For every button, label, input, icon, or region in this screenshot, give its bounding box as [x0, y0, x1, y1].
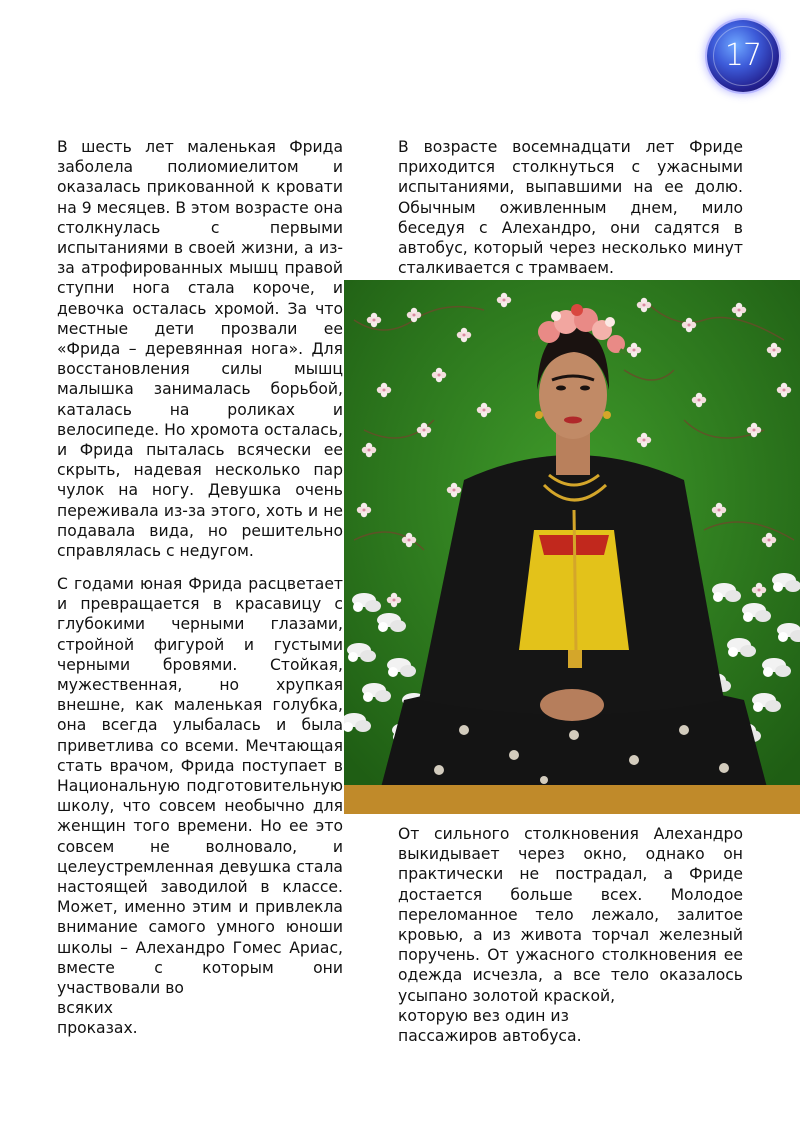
paragraph-childhood: В шесть лет маленькая Фрида заболела полиомиелитом и оказалась прикованной к кровати на 9 месяцев. В этом возрасте она столкнулась с первыми испытаниями в своей жизни, а из-за атрофированных мышц правой ступни нога стала короче, и девочка осталась хромой. За что местные дети прозвали ее «Фрида – деревянная нога». Для восстановления силы мышц малышка занималась борьбой, каталась на роликах и велосипеде. Но хромота осталась, и Фрида пыталась всячески ее скрыть, надевая несколько пар чулок на ногу. Девушка очень переживала из-за этого, хоть и не подавала вида, но решительно справлялась с недугом. — [57, 138, 343, 561]
paragraph-accident-tail-2: пассажиров автобуса. — [398, 1027, 582, 1046]
paragraph-accident-tail-1: которую вез один из — [398, 1006, 569, 1025]
paragraph-youth-tail-1: всяких — [57, 999, 113, 1018]
page-number: 17 — [724, 38, 762, 73]
paragraph-accident-body: От сильного столкновения Алехандро выкидывает через окно, однако он практически не пострадал, а Фриде достается больше всех. Молодое переломанное тело лежало, залитое кровью, а из живота торчал железный поручень. От ужасного столкновения ее одежда исчезла, а все тело оказалось усыпано золотой краской, — [398, 825, 743, 1005]
paragraph-youth — [57, 574, 343, 1039]
paragraph-youth-tail-2: проказах. — [57, 1019, 138, 1038]
paragraph-accident-intro: В возрасте восемнадцати лет Фриде приходится столкнуться с ужасными испытаниями, выпавшими на ее долю. Обычным оживленным днем, мило беседуя с Алехандро, они садятся в автобус, который через несколько минут сталкивается с трамваем. — [398, 138, 743, 278]
paragraph-youth-body: С годами юная Фрида расцветает и превращается в красавицу с глубокими черными глазами, стройной фигурой и густыми черными бровями. Стойкая, мужественная, но хрупкая внешне, как маленькая голубка, она всегда улыбалась и была приветлива со всеми. Мечтающая стать врачом, Фрида поступает в Национальную подготовительную школу, что совсем необычно для женщин того времени. Но ее это совсем не волновало, и целеустремленная девушка стала настоящей заводилой в классе. Может, именно этим и привлекла внимание самого умного юноши школы – Алехандро Гомес Ариас, вместе с которым они участвовали во — [57, 575, 343, 998]
portrait-photo — [344, 280, 800, 814]
paragraph-accident — [398, 824, 743, 1046]
page-number-badge — [707, 20, 779, 92]
